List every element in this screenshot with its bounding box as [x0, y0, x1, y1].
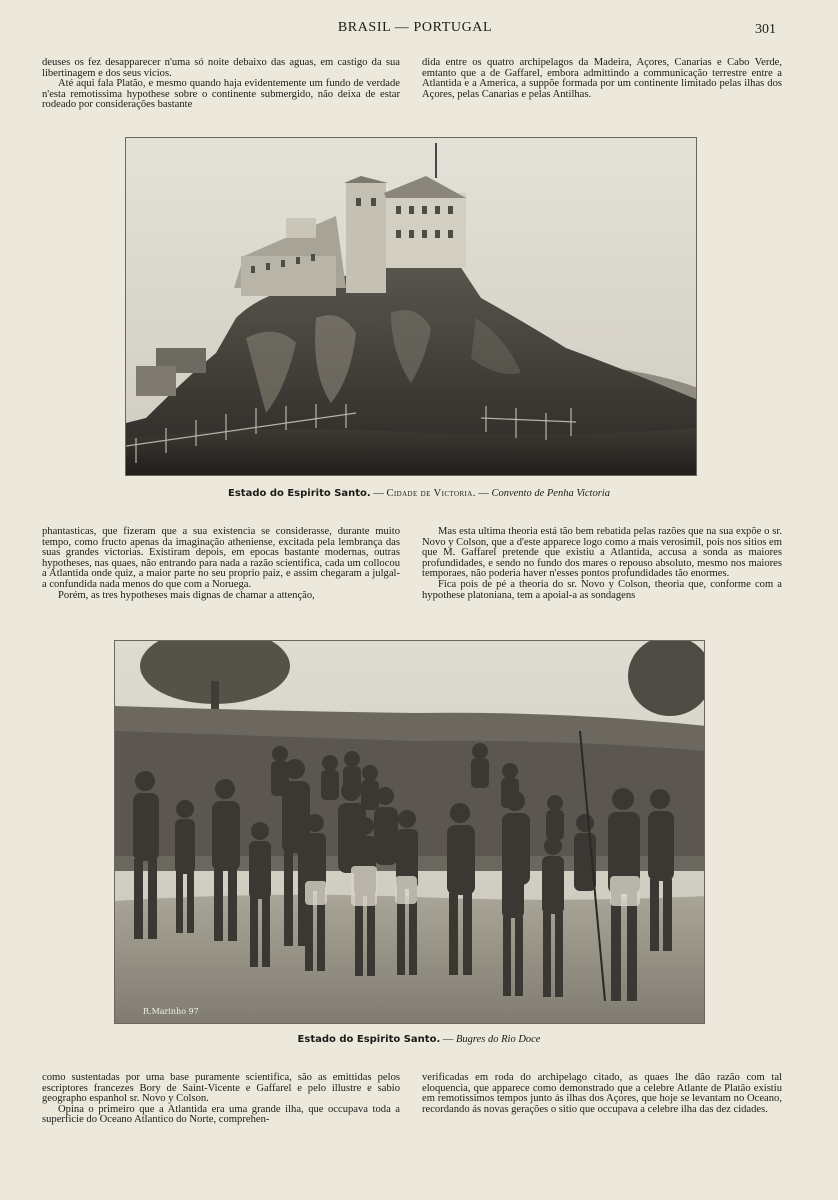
caption-state: Estado do Espirito Santo.: [228, 488, 371, 499]
paragraph: dida entre os quatro archipelagos da Madeira, Açores, Canarias e Cabo Verde, emtanto que a de Gaffarel, embora admittindo a communicação terrestre entre a Atlantida e a America, a suppõe formada por um continente limitado pelas ilhas dos Açores, pelas Canarias e pelas Antilhas.: [422, 57, 782, 100]
caption-subject: Bugres do Rio Doce: [456, 1034, 541, 1045]
paragraph: Opina o primeiro que a Atlantida era uma grande ilha, que occupava toda a superficie do Oceano Atlantico do Norte, comprehen-: [42, 1103, 400, 1126]
bottom-right-column: [422, 1073, 782, 1115]
caption-separator: —: [370, 488, 387, 499]
paragraph: Mas esta ultima theoria está tão bem rebatida pelas razões que na sua expõe o sr. Novo y Colson, que a d'este apparece logo como a mais verosimil, pois nos sitios em que M. Gaffarel pretende que existiu a Atlantida, accusa a sonda as maiores profundidades, e sendo no fundo dos mares o repouso absoluto, mesmo nos maiores temporaes, não poderia haver n'esses pontos profundidades tão enormes.: [422, 526, 782, 580]
paragraph: Até aqui fala Platão, e mesmo quando haja evidentemente um fundo de verdade n'esta remotissima hypothese sobre o continente submergido, não deixa de estar rodeado por considerações bastante: [42, 78, 400, 111]
top-right-column: [422, 58, 782, 100]
photo-caption: [0, 1034, 838, 1045]
photo-caption: [0, 488, 838, 499]
paragraph: Fica pois de pé a theoria do sr. Novo y Colson, theoria que, conforme com a hypothese platoniana, tem a apoial-a as sondagens: [422, 578, 782, 601]
convent-on-rock-photo-icon: [126, 138, 697, 476]
page-number: 301: [755, 22, 776, 37]
group-portrait-photo-icon: [115, 641, 705, 1024]
photographer-signature: R.Marinho 97: [143, 1007, 199, 1016]
middle-left-column: [42, 527, 400, 601]
top-left-column: [42, 58, 400, 111]
paragraph: phantasticas, que fizeram que a sua existencia se considerasse, durante muito tempo, como fructo apenas da imaginação atheniense, excitada pela lembrança das suas grandes victorias. Existiram depois, em epocas bastante modernas, outras hypotheses, nas quaes, não entrando para nada a razão scientifica, cada um collocou a Atlantida onde quiz, a maior parte no seu proprio paiz, e assim chegaram a julgal-a confundida nada menos do que com a Noruega.: [42, 526, 400, 590]
convent-photo: [125, 137, 697, 476]
paragraph: deuses os fez desapparecer n'uma só noite debaixo das aguas, em castigo da sua libertinagem e dos seus vicios.: [42, 57, 400, 79]
running-header: BRASIL — PORTUGAL: [337, 20, 493, 35]
caption-city: Cidade de Victoria.: [386, 488, 476, 499]
paragraph: como sustentadas por uma base puramente scientifica, são as emittidas pelos escriptores francezes Bory de Saint-Vicente e Gaffarel e pelo illustre e sabio geographo espanhol sr. Novo y Colson.: [42, 1072, 400, 1105]
paragraph: verificadas em roda do archipelago citado, as quaes lhe dão razão com tal eloquencia, que apparece como demonstrado que a celebre Atlante de Platão existiu em remotissimos tempos junto ás ilhas dos Açores, que hoje se levantam no Oceano, recordando ás novas gerações o sitio que occupava a celebre ilha das dez cidades.: [422, 1072, 782, 1115]
bottom-left-column: [42, 1073, 400, 1126]
caption-separator: —: [440, 1034, 456, 1045]
caption-subject: Convento de Penha Victoria: [491, 488, 610, 499]
caption-state: Estado do Espirito Santo.: [297, 1034, 441, 1045]
middle-right-column: [422, 527, 782, 601]
group-photo: [114, 640, 705, 1024]
paragraph: Porém, as tres hypotheses mais dignas de chamar a attenção,: [58, 589, 315, 601]
caption-separator: —: [475, 488, 492, 499]
